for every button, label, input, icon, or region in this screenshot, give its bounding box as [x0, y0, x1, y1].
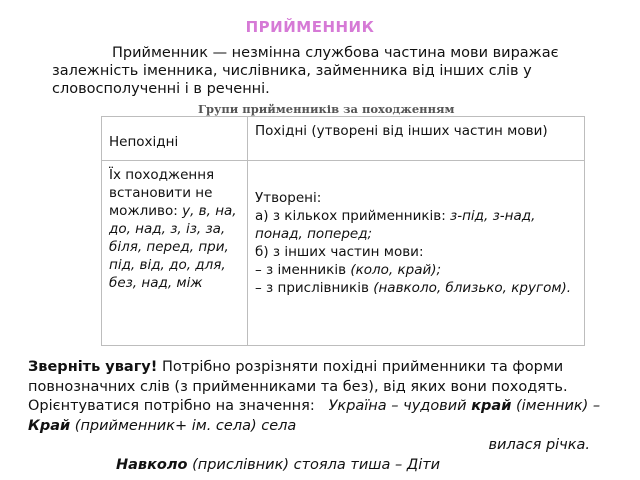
table-row [102, 161, 585, 346]
derived-item-b2 [255, 279, 577, 297]
example2-line [28, 456, 628, 476]
example1-part2: (іменник) – [511, 398, 601, 414]
item-a-text: а) з кількох прийменників: [255, 208, 451, 224]
page-title: ПРИЙМЕННИК [245, 18, 375, 36]
derived-item-b: б) з інших частин мови: [255, 244, 424, 260]
definition-paragraph: Прийменник — незмінна службова частина мови виражає залежність іменника, числівника, займенника від інших слів у словосполученні і в реченні. [52, 45, 559, 97]
derived-formed-label: Утворені: [255, 190, 322, 206]
example2-adverb: Навколо [116, 456, 188, 473]
preposition-groups-table [101, 116, 585, 346]
note-lead: Зверніть увагу! [28, 359, 158, 375]
attention-note [28, 358, 628, 475]
note-text: Потрібно розрізняти похідні прийменники та форми повнозначних слів (з прийменниками та без), від яких вони походять. Орієнтуватися потрібно на значення: [28, 359, 568, 414]
header-non-derived: Непохідні [102, 117, 248, 161]
derived-item-a [255, 207, 577, 243]
non-derived-examples: у, в, на, до, над, з, із, за, біля, перед, при, під, від, до, для, без, над, між [109, 203, 237, 291]
example1-ending: вилася річка. [488, 437, 590, 453]
example1-preposition: Край [28, 417, 71, 434]
item-b2-text: – з прислівників [255, 280, 374, 296]
table-caption: Групи прийменників за походженням [198, 102, 455, 116]
item-b2-examples: (навколо, близько, кругом). [373, 280, 572, 296]
header-derived: Похідні (утворені від інших частин мови) [248, 117, 585, 161]
item-b1-text: – з іменників [255, 262, 351, 278]
table-header-row [102, 117, 585, 161]
cell-derived [248, 161, 585, 346]
cell-non-derived [102, 161, 248, 346]
example1-part1: Україна – чудовий [328, 398, 472, 414]
item-a-examples: з-під, з-над, понад, поперед; [255, 208, 536, 242]
derived-item-b1 [255, 261, 577, 279]
non-derived-text: Їх походження встановити не можливо: [109, 167, 215, 219]
example1-part3: (прийменник+ ім. села) села [70, 417, 297, 434]
example2-text: (прислівник) стояла тиша – Діти [187, 456, 441, 473]
item-b1-examples: (коло, край); [350, 262, 442, 278]
example1-noun: край [471, 398, 512, 414]
